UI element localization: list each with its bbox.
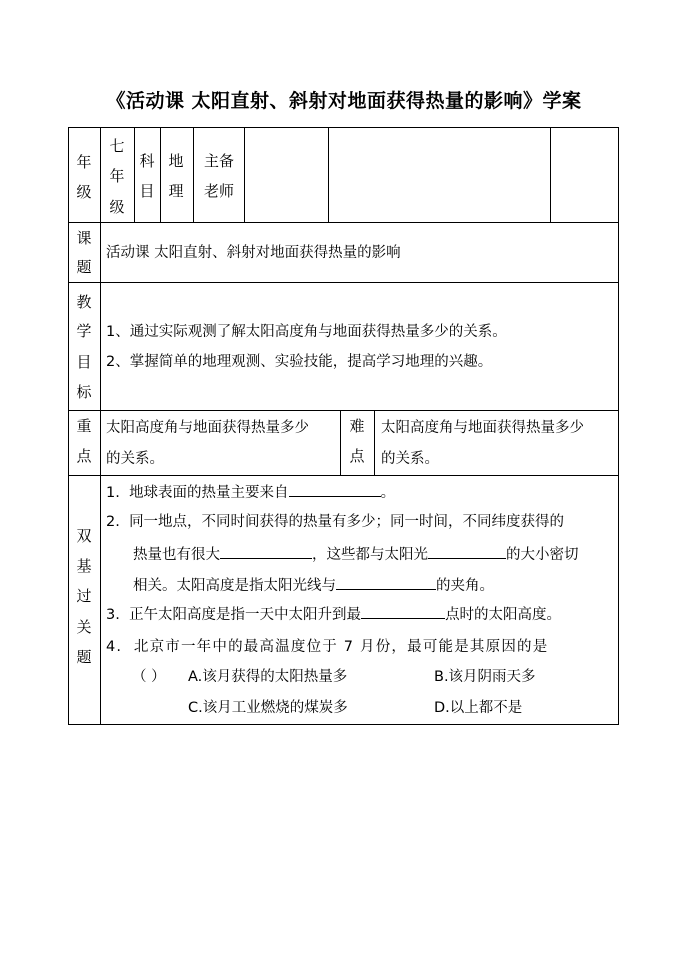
question-4-stem: 4. 北京市一年中的最高温度位于 7 月份，最可能是其原因的是 [106,639,549,655]
question-1: 1. 地球表面的热量主要来自 。 [106,482,395,503]
page-title: 《活动课 太阳直射、斜射对地面获得热量的影响》学案 [106,90,582,112]
row-divider [68,282,619,283]
col-divider [244,127,245,222]
answer-blank[interactable] [361,604,445,619]
answer-blank[interactable] [289,482,381,497]
answer-blank[interactable] [428,544,506,559]
option-c[interactable]: C.该月工业燃烧的煤炭多 [188,700,348,716]
option-a[interactable]: A.该月获得的太阳热量多 [188,669,348,685]
col-divider [134,127,135,222]
option-b[interactable]: B.该月阴雨天多 [434,669,536,685]
question-2-line-3: 相关。太阳高度是指太阳光线与 的夹角。 [133,575,494,596]
question-2-line-2: 热量也有很大 ，这些都与太阳光 的大小密切 [133,544,579,565]
row-divider [68,475,619,476]
answer-blank[interactable] [336,575,436,590]
goal-item: 2、掌握简单的地理观测、实验技能，提高学习地理的兴趣。 [106,354,493,370]
answer-blank[interactable] [220,544,312,559]
col-divider [550,127,551,222]
col-divider [193,127,194,222]
goal-item: 1、通过实际观测了解太阳高度角与地面获得热量多少的关系。 [106,324,507,340]
row-divider [68,222,619,223]
question-3: 3. 正午太阳高度是指一天中太阳升到最 点时的太阳高度。 [106,604,561,625]
col-divider [160,127,161,222]
topic-text: 活动课 太阳直射、斜射对地面获得热量的影响 [106,245,401,261]
option-d[interactable]: D.以上都不是 [434,700,523,716]
question-4-answer-paren[interactable]: （ ） [132,669,166,685]
row-divider [68,410,619,411]
col-divider [374,410,375,475]
question-2-line-1: 2. 同一地点，不同时间获得的热量有多少；同一时间，不同纬度获得的 [106,514,565,530]
col-divider [340,410,341,475]
col-divider [100,127,101,725]
col-divider [328,127,329,222]
